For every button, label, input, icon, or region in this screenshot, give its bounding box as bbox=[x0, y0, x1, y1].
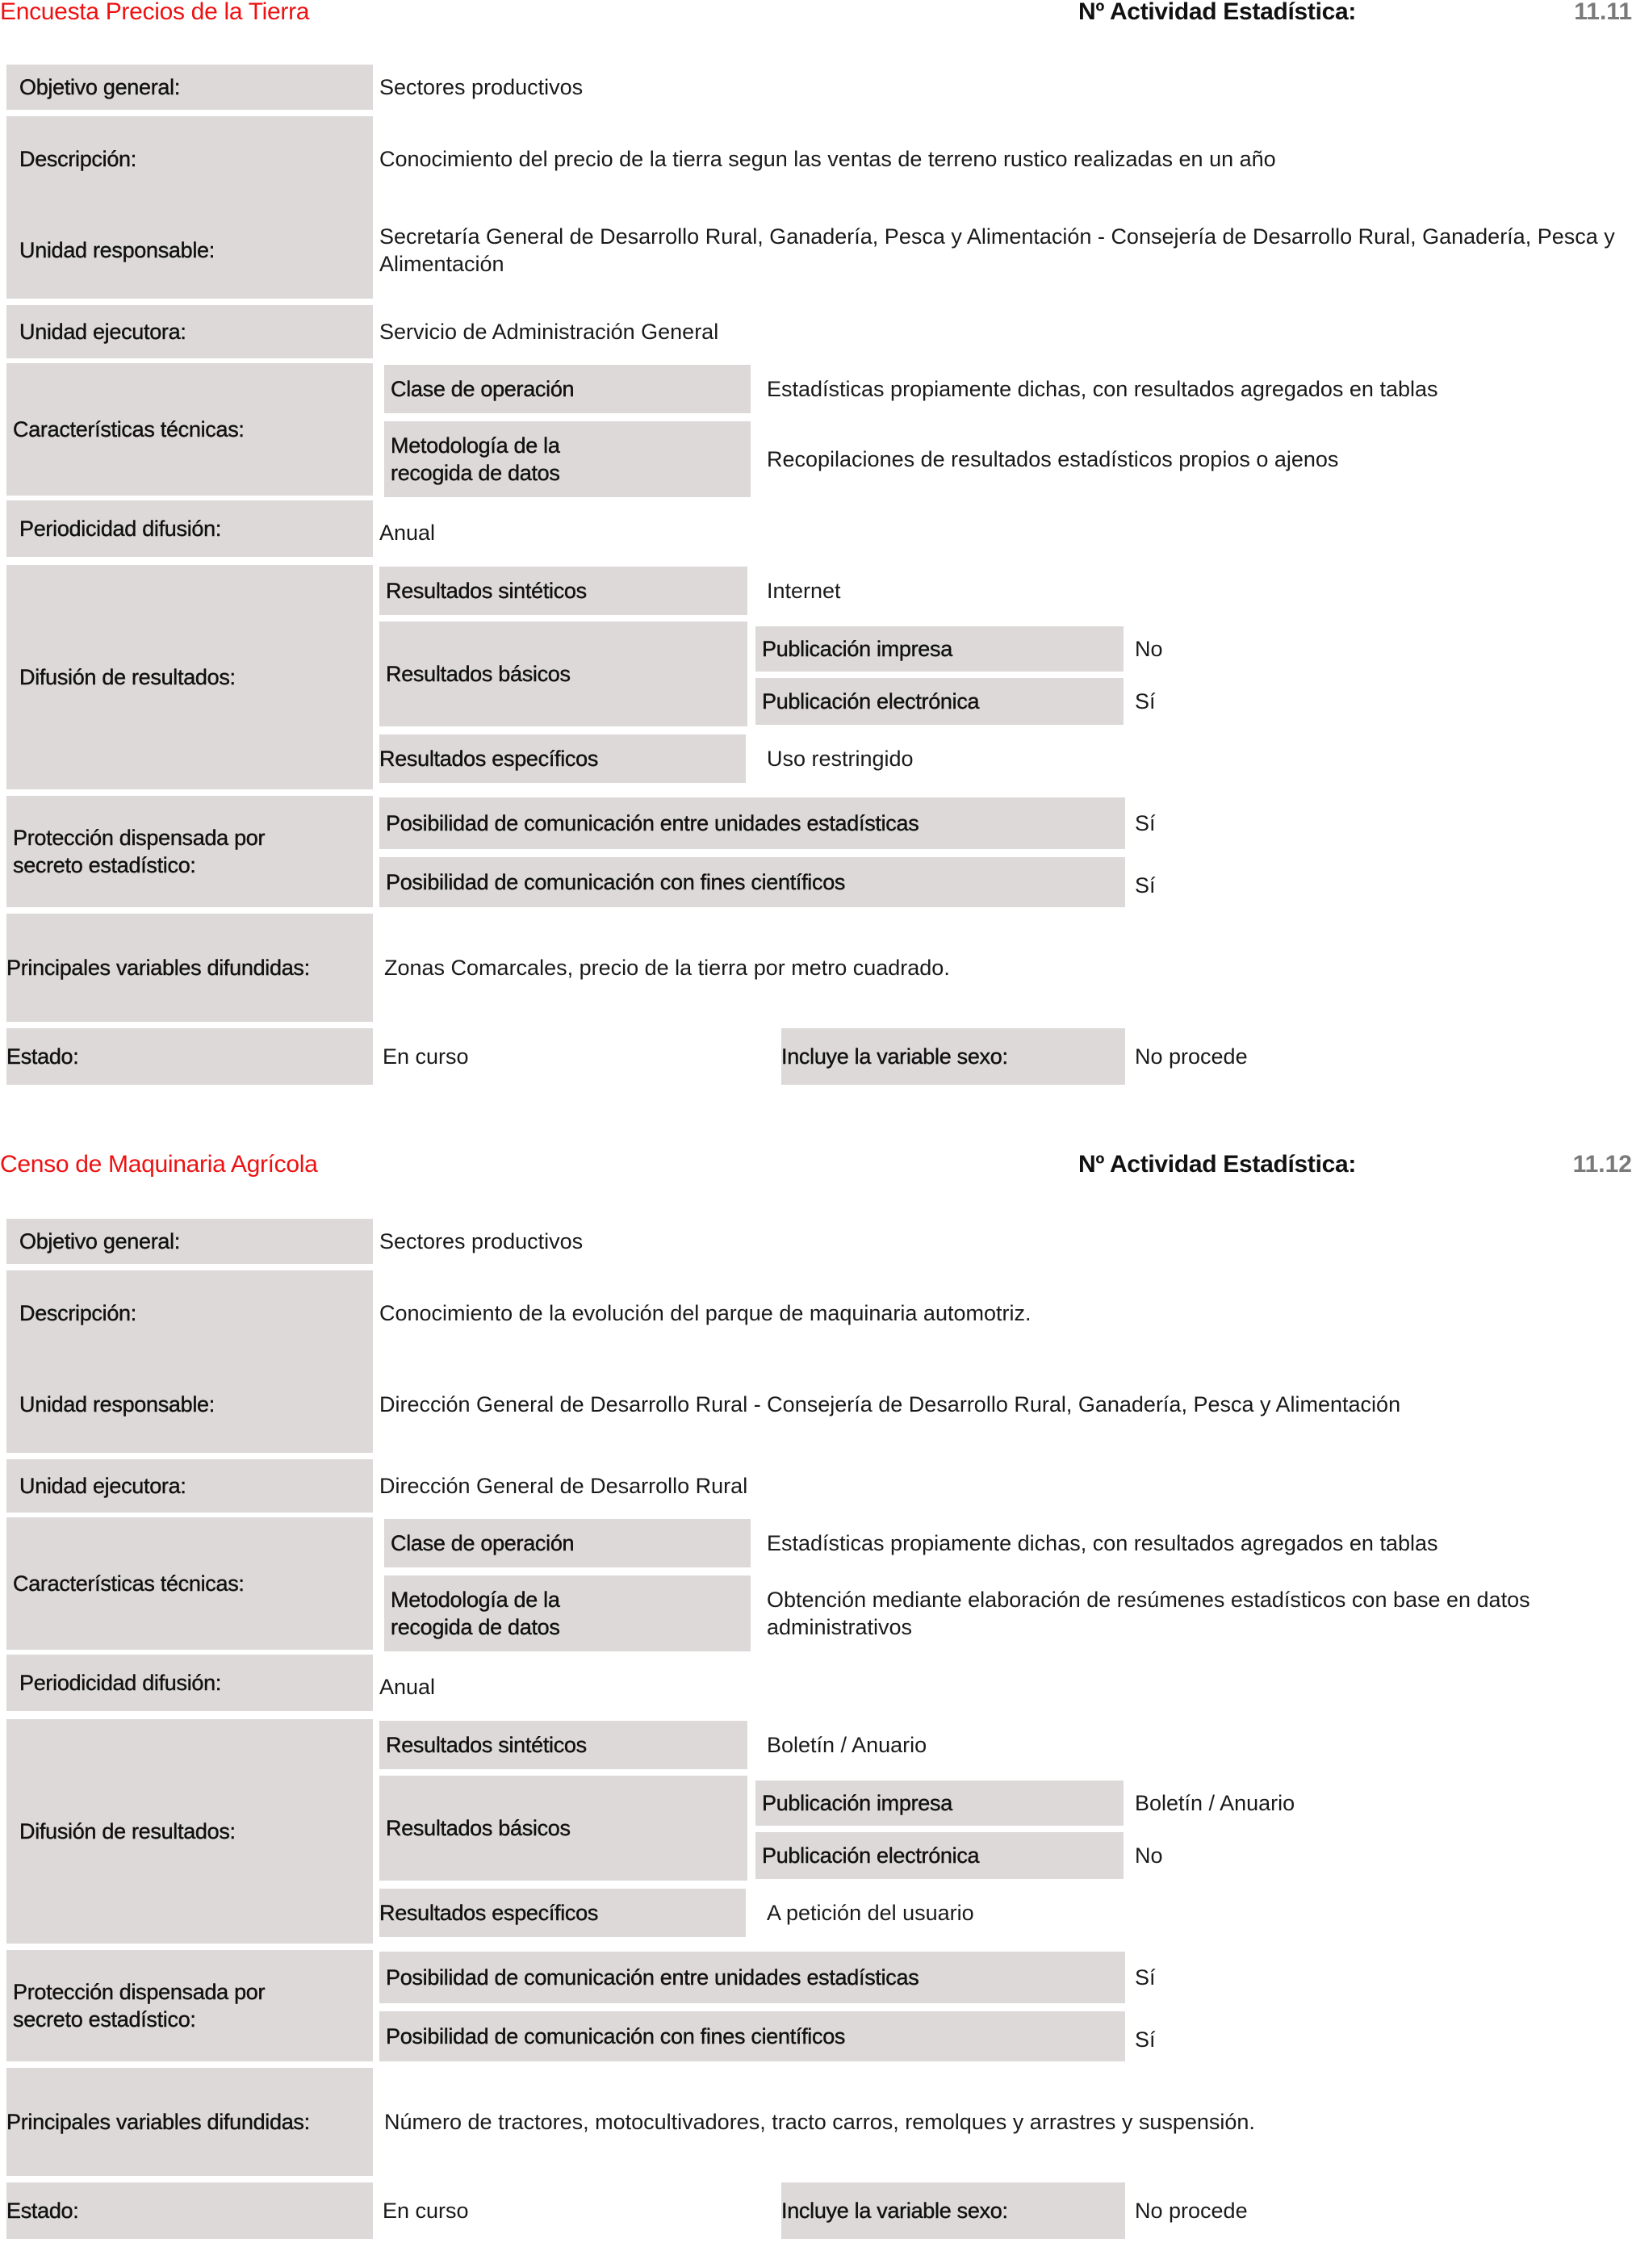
activity-number-label: Nº Actividad Estadística: bbox=[1078, 1151, 1357, 1178]
estado-value: En curso bbox=[383, 1044, 469, 1069]
variables-label: Principales variables difundidas: bbox=[6, 914, 373, 1022]
unidad-ejecutora-label: Unidad ejecutora: bbox=[6, 1459, 373, 1513]
unidad-ejecutora-value: Dirección General de Desarrollo Rural bbox=[379, 1474, 748, 1498]
objetivo-value: Sectores productivos bbox=[379, 1229, 584, 1253]
variables-label: Principales variables difundidas: bbox=[6, 2068, 373, 2176]
resultados-sinteticos-label: Resultados sintéticos bbox=[379, 567, 747, 615]
estado-label: Estado: bbox=[6, 1028, 373, 1085]
unidad-responsable-label: Unidad responsable: bbox=[6, 1356, 373, 1453]
proteccion-label: Protección dispensada por secreto estadístico: bbox=[6, 1950, 373, 2061]
periodicidad-label: Periodicidad difusión: bbox=[6, 500, 373, 557]
unidad-ejecutora-label: Unidad ejecutora: bbox=[6, 305, 373, 358]
publicacion-impresa-value: No bbox=[1135, 637, 1163, 661]
publicacion-impresa-value: Boletín / Anuario bbox=[1135, 1791, 1295, 1815]
estado-value: En curso bbox=[383, 2199, 469, 2223]
descripcion-value: Conocimiento del precio de la tierra segun las ventas de terreno rustico realizadas en un año bbox=[379, 147, 1276, 171]
resultados-basicos-label: Resultados básicos bbox=[379, 621, 747, 726]
activity-number-label: Nº Actividad Estadística: bbox=[1078, 0, 1357, 25]
sexo-label: Incluye la variable sexo: bbox=[781, 2182, 1125, 2239]
clase-operacion-value: Estadísticas propiamente dichas, con resultados agregados en tablas bbox=[767, 377, 1438, 401]
difusion-label: Difusión de resultados: bbox=[6, 565, 373, 789]
descripcion-label: Descripción: bbox=[6, 1270, 373, 1356]
resultados-sinteticos-value: Boletín / Anuario bbox=[767, 1733, 927, 1757]
resultados-especificos-label: Resultados específicos bbox=[379, 734, 746, 783]
clase-operacion-label: Clase de operación bbox=[384, 365, 751, 413]
activity-title: Censo de Maquinaria Agrícola bbox=[0, 1151, 318, 1178]
comunicacion-cientificos-label: Posibilidad de comunicación con fines científicos bbox=[379, 2011, 1125, 2061]
comunicacion-cientificos-value: Sí bbox=[1135, 873, 1156, 898]
sexo-label: Incluye la variable sexo: bbox=[781, 1028, 1125, 1085]
resultados-sinteticos-value: Internet bbox=[767, 579, 841, 603]
descripcion-label: Descripción: bbox=[6, 116, 373, 202]
descripcion-value: Conocimiento de la evolución del parque de maquinaria automotriz. bbox=[379, 1301, 1032, 1325]
periodicidad-value: Anual bbox=[379, 1675, 436, 1699]
comunicacion-unidades-label: Posibilidad de comunicación entre unidades estadísticas bbox=[379, 1952, 1125, 2003]
activity-section bbox=[0, 1151, 1632, 2268]
sexo-value: No procede bbox=[1135, 2199, 1248, 2223]
sexo-value: No procede bbox=[1135, 1044, 1248, 1069]
objetivo-value: Sectores productivos bbox=[379, 75, 584, 99]
comunicacion-unidades-value: Sí bbox=[1135, 1965, 1156, 1990]
activity-number-value: 11.12 bbox=[1572, 1151, 1632, 1178]
publicacion-electronica-value: Sí bbox=[1135, 689, 1156, 713]
publicacion-impresa-label: Publicación impresa bbox=[755, 1781, 1124, 1826]
proteccion-label: Protección dispensada por secreto estadístico: bbox=[6, 796, 373, 907]
clase-operacion-label: Clase de operación bbox=[384, 1519, 751, 1567]
publicacion-electronica-label: Publicación electrónica bbox=[755, 1832, 1124, 1879]
comunicacion-cientificos-label: Posibilidad de comunicación con fines científicos bbox=[379, 857, 1125, 907]
comunicacion-unidades-label: Posibilidad de comunicación entre unidades estadísticas bbox=[379, 797, 1125, 849]
publicacion-electronica-label: Publicación electrónica bbox=[755, 678, 1124, 725]
variables-value: Número de tractores, motocultivadores, tracto carros, remolques y arrastres y suspensión. bbox=[384, 2110, 1255, 2134]
objetivo-label: Objetivo general: bbox=[6, 1219, 373, 1264]
estado-label: Estado: bbox=[6, 2182, 373, 2239]
unidad-responsable-value: Secretaría General de Desarrollo Rural, Ganadería, Pesca y Alimentación - Consejería de Desarrollo Rural, Ganadería, Pesca y Alimentación bbox=[379, 224, 1615, 276]
resultados-especificos-value: Uso restringido bbox=[767, 747, 914, 771]
unidad-responsable-value: Dirección General de Desarrollo Rural - Consejería de Desarrollo Rural, Ganadería, Pesca y Alimentación bbox=[379, 1392, 1401, 1416]
publicacion-impresa-label: Publicación impresa bbox=[755, 626, 1124, 672]
periodicidad-label: Periodicidad difusión: bbox=[6, 1655, 373, 1711]
resultados-sinteticos-label: Resultados sintéticos bbox=[379, 1721, 747, 1769]
publicacion-electronica-value: No bbox=[1135, 1843, 1163, 1868]
comunicacion-cientificos-value: Sí bbox=[1135, 2027, 1156, 2052]
activity-section bbox=[0, 0, 1632, 1114]
resultados-basicos-label: Resultados básicos bbox=[379, 1776, 747, 1881]
caracteristicas-label: Características técnicas: bbox=[6, 363, 373, 496]
metodologia-label: Metodología de la recogida de datos bbox=[384, 1575, 751, 1651]
resultados-especificos-value: A petición del usuario bbox=[767, 1901, 974, 1925]
activity-number-value: 11.11 bbox=[1574, 0, 1632, 25]
objetivo-label: Objetivo general: bbox=[6, 65, 373, 110]
metodologia-value: Recopilaciones de resultados estadísticos propios o ajenos bbox=[767, 447, 1339, 471]
difusion-label: Difusión de resultados: bbox=[6, 1719, 373, 1944]
clase-operacion-value: Estadísticas propiamente dichas, con resultados agregados en tablas bbox=[767, 1531, 1438, 1555]
unidad-ejecutora-value: Servicio de Administración General bbox=[379, 320, 719, 344]
metodologia-label: Metodología de la recogida de datos bbox=[384, 421, 751, 497]
metodologia-value: Obtención mediante elaboración de resúmenes estadísticos con base en datos administrativos bbox=[767, 1588, 1530, 1639]
periodicidad-value: Anual bbox=[379, 521, 436, 545]
variables-value: Zonas Comarcales, precio de la tierra por metro cuadrado. bbox=[384, 956, 950, 980]
activity-title: Encuesta Precios de la Tierra bbox=[0, 0, 310, 25]
caracteristicas-label: Características técnicas: bbox=[6, 1517, 373, 1650]
unidad-responsable-label: Unidad responsable: bbox=[6, 202, 373, 299]
resultados-especificos-label: Resultados específicos bbox=[379, 1889, 746, 1937]
comunicacion-unidades-value: Sí bbox=[1135, 811, 1156, 835]
